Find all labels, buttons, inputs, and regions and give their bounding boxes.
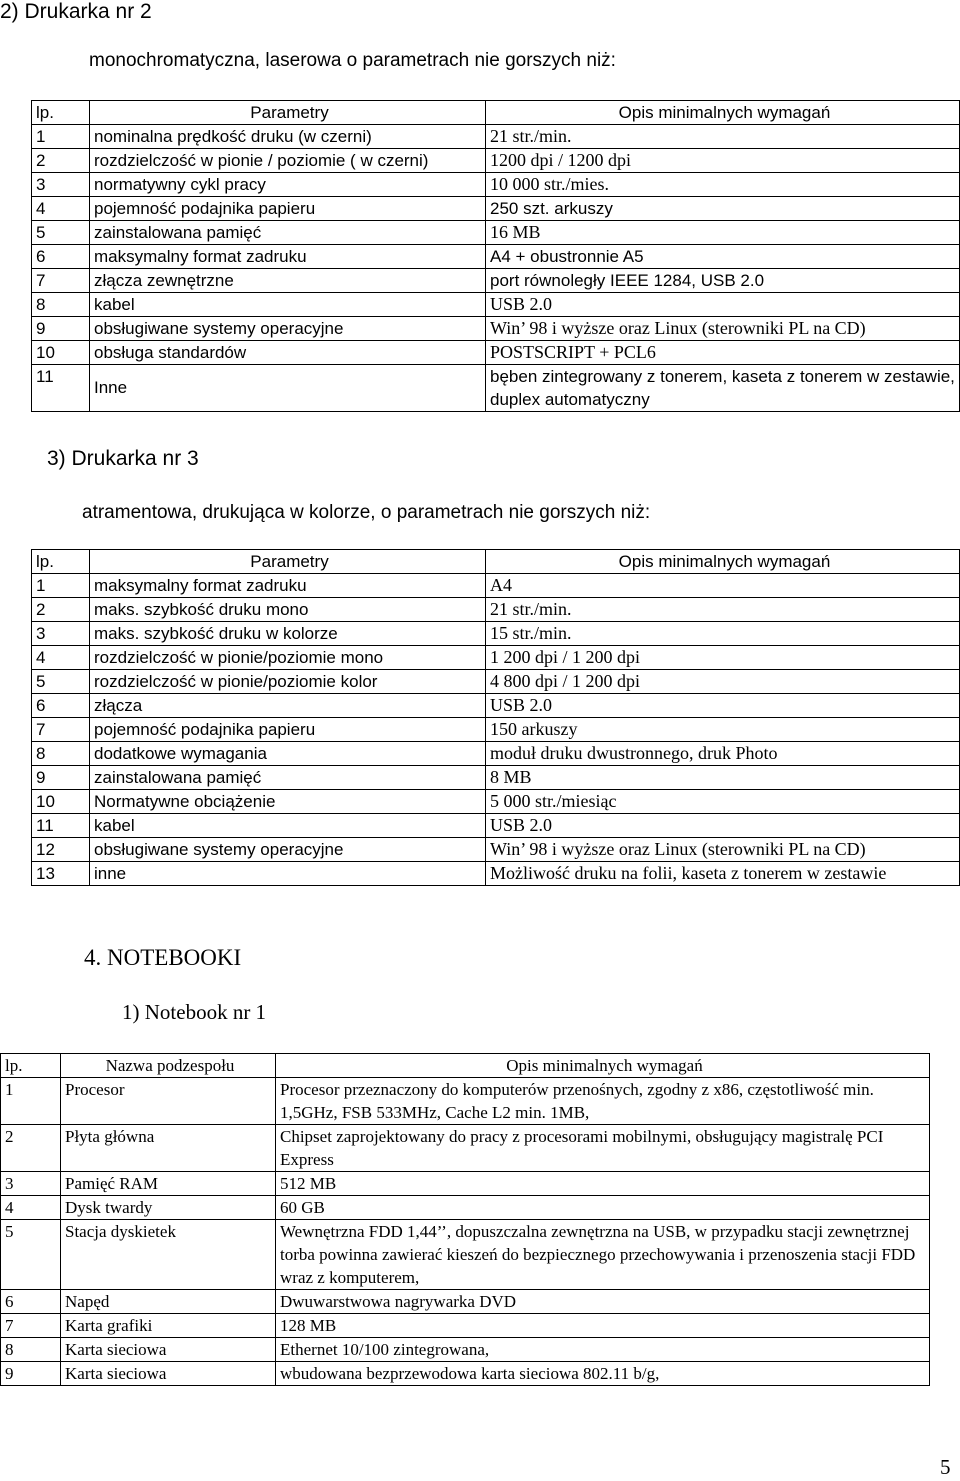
row-requirement: 10 000 str./mies. — [486, 173, 960, 197]
row-requirement: 60 GB — [276, 1196, 930, 1220]
row-requirement: wbudowana bezprzewodowa karta sieciowa 802.11 b/g, — [276, 1362, 930, 1386]
table-row — [32, 598, 960, 622]
row-number: 6 — [32, 245, 90, 269]
row-parameter: obsługiwane systemy operacyjne — [90, 317, 486, 341]
row-parameter: Karta sieciowa — [61, 1338, 276, 1362]
section-3-title: 3) Drukarka nr 3 — [47, 447, 199, 470]
page-number: 5 — [940, 1455, 951, 1479]
row-number: 5 — [1, 1220, 61, 1290]
table-row — [32, 269, 960, 293]
table-row — [32, 670, 960, 694]
row-requirement: 128 MB — [276, 1314, 930, 1338]
row-parameter: zainstalowana pamięć — [90, 766, 486, 790]
row-requirement: 4 800 dpi / 1 200 dpi — [486, 670, 960, 694]
row-parameter: maks. szybkość druku mono — [90, 598, 486, 622]
row-parameter: rozdzielczość w pionie/poziomie kolor — [90, 670, 486, 694]
row-number: 4 — [1, 1196, 61, 1220]
row-number: 11 — [32, 814, 90, 838]
table-row — [1, 1125, 930, 1172]
row-requirement: 250 szt. arkuszy — [486, 197, 960, 221]
row-parameter: Normatywne obciążenie — [90, 790, 486, 814]
row-parameter: obsługiwane systemy operacyjne — [90, 838, 486, 862]
row-number: 8 — [1, 1338, 61, 1362]
row-parameter: maksymalny format zadruku — [90, 245, 486, 269]
row-number: 13 — [32, 862, 90, 886]
row-parameter: nominalna prędkość druku (w czerni) — [90, 125, 486, 149]
row-number: 5 — [32, 670, 90, 694]
section-2-subtitle: monochromatyczna, laserowa o parametrach nie gorszych niż: — [89, 50, 616, 71]
row-parameter-label: Inne — [94, 378, 128, 397]
row-requirement: 512 MB — [276, 1172, 930, 1196]
section-4-title: 4. NOTEBOOKI — [84, 945, 242, 970]
row-parameter: kabel — [90, 293, 486, 317]
notebook-1-title: 1) Notebook nr 1 — [122, 1000, 267, 1024]
table-row — [32, 838, 960, 862]
row-parameter: obsługa standardów — [90, 341, 486, 365]
column-header-description: Opis minimalnych wymagań — [486, 550, 960, 574]
table-row — [32, 149, 960, 173]
table-row — [32, 790, 960, 814]
notebook-1-table — [0, 1053, 930, 1386]
table-row — [1, 1290, 930, 1314]
row-requirement: 1 200 dpi / 1 200 dpi — [486, 646, 960, 670]
row-number: 6 — [1, 1290, 61, 1314]
row-requirement: 150 arkuszy — [486, 718, 960, 742]
row-requirement: Win’ 98 i wyższe oraz Linux (sterowniki PL na CD) — [486, 317, 960, 341]
table-row — [32, 814, 960, 838]
table-row — [32, 646, 960, 670]
row-number: 8 — [32, 742, 90, 766]
row-requirement: USB 2.0 — [486, 814, 960, 838]
column-header-description: Opis minimalnych wymagań — [276, 1054, 930, 1078]
row-parameter: Karta grafiki — [61, 1314, 276, 1338]
table-row — [32, 574, 960, 598]
table-row — [32, 125, 960, 149]
row-number: 4 — [32, 197, 90, 221]
table-row — [32, 766, 960, 790]
row-requirement: 1200 dpi / 1200 dpi — [486, 149, 960, 173]
row-requirement: Chipset zaprojektowany do pracy z procesorami mobilnymi, obsługujący magistralę PCI Express — [276, 1125, 930, 1172]
row-parameter: złącza — [90, 694, 486, 718]
notebook-1-table-body — [1, 1054, 930, 1386]
row-requirement: 5 000 str./miesiąc — [486, 790, 960, 814]
row-parameter: inne — [90, 862, 486, 886]
table-row — [1, 1338, 930, 1362]
table-row — [32, 317, 960, 341]
row-requirement: POSTSCRIPT + PCL6 — [486, 341, 960, 365]
section-2-title: 2) Drukarka nr 2 — [0, 0, 152, 23]
table-header-row — [32, 101, 960, 125]
row-requirement: Ethernet 10/100 zintegrowana, — [276, 1338, 930, 1362]
column-header-name: Nazwa podzespołu — [61, 1054, 276, 1078]
column-header-lp: lp. — [32, 550, 90, 574]
row-number: 9 — [32, 766, 90, 790]
row-requirement: Możliwość druku na folii, kaseta z tonerem w zestawie — [486, 862, 960, 886]
row-requirement: bęben zintegrowany z tonerem, kaseta z tonerem w zestawie, duplex automatyczny — [486, 365, 960, 412]
row-requirement: Wewnętrzna FDD 1,44’’, dopuszczalna zewnętrzna na USB, w przypadku stacji zewnętrznej torba powinna zawierać kieszeń do bezpiecznego przechowywania i przenoszenia stacji FDD wraz z komputerem, — [276, 1220, 930, 1290]
row-number: 2 — [32, 598, 90, 622]
row-requirement: port równoległy IEEE 1284, USB 2.0 — [486, 269, 960, 293]
row-number: 3 — [32, 173, 90, 197]
row-number: 6 — [32, 694, 90, 718]
row-parameter: dodatkowe wymagania — [90, 742, 486, 766]
table-row — [1, 1078, 930, 1125]
row-number: 8 — [32, 293, 90, 317]
row-number: 1 — [32, 574, 90, 598]
row-parameter: normatywny cykl pracy — [90, 173, 486, 197]
row-parameter: złącza zewnętrzne — [90, 269, 486, 293]
table-row — [32, 245, 960, 269]
row-number: 2 — [1, 1125, 61, 1172]
table-row — [32, 173, 960, 197]
row-requirement: Dwuwarstwowa nagrywarka DVD — [276, 1290, 930, 1314]
table-row — [32, 718, 960, 742]
column-header-description: Opis minimalnych wymagań — [486, 101, 960, 125]
table-row — [32, 341, 960, 365]
table-header-row — [32, 550, 960, 574]
table-row — [32, 622, 960, 646]
row-number: 1 — [1, 1078, 61, 1125]
table-row — [1, 1314, 930, 1338]
row-parameter: pojemność podajnika papieru — [90, 197, 486, 221]
table-header-row — [1, 1054, 930, 1078]
row-parameter: Napęd — [61, 1290, 276, 1314]
row-parameter: Procesor — [61, 1078, 276, 1125]
table-row — [32, 862, 960, 886]
table-row — [32, 694, 960, 718]
table-row — [32, 742, 960, 766]
column-header-lp: lp. — [1, 1054, 61, 1078]
row-parameter: Pamięć RAM — [61, 1172, 276, 1196]
printer-3-table — [31, 549, 960, 886]
row-number: 7 — [1, 1314, 61, 1338]
row-requirement: 21 str./min. — [486, 598, 960, 622]
row-number: 2 — [32, 149, 90, 173]
printer-3-table-body — [32, 550, 960, 886]
row-requirement: 21 str./min. — [486, 125, 960, 149]
table-row — [1, 1362, 930, 1386]
row-requirement: A4 — [486, 574, 960, 598]
column-header-lp: lp. — [32, 101, 90, 125]
row-parameter: Dysk twardy — [61, 1196, 276, 1220]
row-number: 3 — [1, 1172, 61, 1196]
section-3-subtitle: atramentowa, drukująca w kolorze, o parametrach nie gorszych niż: — [82, 502, 651, 523]
printer-2-table — [31, 100, 960, 412]
row-requirement: Win’ 98 i wyższe oraz Linux (sterowniki PL na CD) — [486, 838, 960, 862]
row-number: 9 — [32, 317, 90, 341]
row-number: 4 — [32, 646, 90, 670]
table-row — [32, 365, 960, 412]
table-row — [1, 1196, 930, 1220]
row-parameter: maksymalny format zadruku — [90, 574, 486, 598]
row-requirement: USB 2.0 — [486, 694, 960, 718]
row-number: 10 — [32, 790, 90, 814]
row-parameter: maks. szybkość druku w kolorze — [90, 622, 486, 646]
table-row — [32, 221, 960, 245]
row-number: 7 — [32, 718, 90, 742]
row-requirement: moduł druku dwustronnego, druk Photo — [486, 742, 960, 766]
column-header-name: Parametry — [90, 101, 486, 125]
row-requirement: A4 + obustronnie A5 — [486, 245, 960, 269]
table-row — [32, 293, 960, 317]
row-number: 12 — [32, 838, 90, 862]
table-row — [32, 197, 960, 221]
table-row — [1, 1220, 930, 1290]
row-requirement: 8 MB — [486, 766, 960, 790]
row-requirement: Procesor przeznaczony do komputerów przenośnych, zgodny z x86, częstotliwość min. 1,5GHz, FSB 533MHz, Cache L2 min. 1MB, — [276, 1078, 930, 1125]
row-number: 9 — [1, 1362, 61, 1386]
row-parameter — [90, 365, 486, 412]
row-parameter: Płyta główna — [61, 1125, 276, 1172]
row-number: 5 — [32, 221, 90, 245]
row-parameter: rozdzielczość w pionie/poziomie mono — [90, 646, 486, 670]
row-requirement: 15 str./min. — [486, 622, 960, 646]
row-parameter: rozdzielczość w pionie / poziomie ( w czerni) — [90, 149, 486, 173]
row-number: 10 — [32, 341, 90, 365]
row-number: 7 — [32, 269, 90, 293]
row-number: 3 — [32, 622, 90, 646]
row-parameter: pojemność podajnika papieru — [90, 718, 486, 742]
row-requirement: 16 MB — [486, 221, 960, 245]
row-number: 1 — [32, 125, 90, 149]
row-number: 11 — [32, 365, 90, 412]
row-parameter: kabel — [90, 814, 486, 838]
row-parameter: zainstalowana pamięć — [90, 221, 486, 245]
row-parameter: Karta sieciowa — [61, 1362, 276, 1386]
printer-2-table-body — [32, 101, 960, 412]
column-header-name: Parametry — [90, 550, 486, 574]
table-row — [1, 1172, 930, 1196]
row-requirement: USB 2.0 — [486, 293, 960, 317]
row-parameter: Stacja dyskietek — [61, 1220, 276, 1290]
